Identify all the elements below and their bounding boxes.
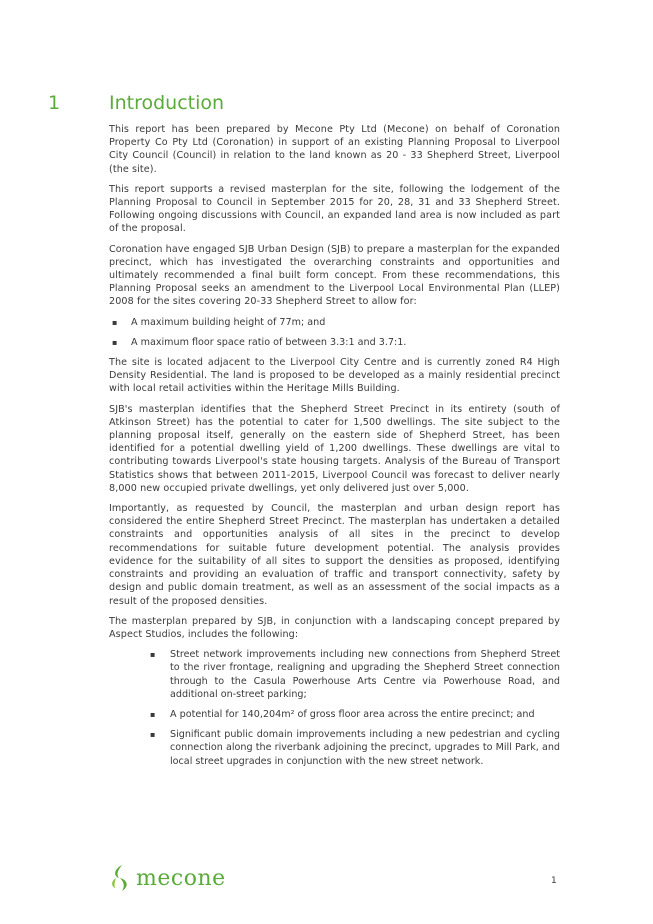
logo-text: mecone bbox=[136, 865, 226, 891]
amendment-list bbox=[109, 316, 560, 349]
list-item: ▪ A maximum floor space ratio of between 3.3:1 and 3.7:1. bbox=[109, 336, 560, 349]
paragraph-site-location: The site is located adjacent to the Liverpool City Centre and is currently zoned R4 High Density Residential. The land is proposed to be developed as a mainly residential precinct with local retail activities within the Heritage Mills Building. bbox=[109, 357, 560, 395]
paragraph-revised-masterplan: This report supports a revised masterplan for the site, following the lodgement of the Planning Proposal to Council in September 2015 for 20, 28, 31 and 33 Shepherd Street. Following ongoing discussions with Council, an expanded land area is now included as part of the proposal. bbox=[109, 183, 560, 235]
paragraph-dwelling-potential: SJB's masterplan identifies that the Shepherd Street Precinct in its entirety (south of Atkinson Street) has the potential to cater for 1,500 dwellings. The site subject to the planning proposal itself, generally on the eastern side of Shepherd Street, has been identified for a potential dwelling yield of 1,200 dwellings. These dwellings are vital to contributing towards Liverpool's state housing targets. Analysis of the Bureau of Transport Statistics shows that between 2011-2015, Liverpool Council was forecast to deliver nearly 8,000 new occupied private dwellings, yet only delivered just over 5,000. bbox=[109, 403, 560, 494]
section-number: 1 bbox=[48, 92, 61, 114]
page-number: 1 bbox=[551, 876, 557, 886]
mecone-logo bbox=[110, 864, 226, 892]
section-title: Introduction bbox=[109, 92, 225, 114]
paragraph-intro: This report has been prepared by Mecone Pty Ltd (Mecone) on behalf of Coronation Property Co Pty Ltd (Coronation) in support of an existing Planning Proposal to Liverpool City Council (Council) in relation to the land known as 20 - 33 Shepherd Street, Liverpool (the site). bbox=[109, 124, 560, 175]
list-item: ▪ Street network improvements including new connections from Shepherd Street to the river frontage, realigning and upgrading the Shepherd Street connection through to the Casula Powerhouse Arts Centre via Powerhouse Road, and additional on-street parking; bbox=[150, 648, 560, 701]
paragraph-sjb-engagement: Coronation have engaged SJB Urban Design (SJB) to prepare a masterplan for the expanded precinct, which has investigated the overarching constraints and opportunities and ultimately recommended a final built form concept. From these recommendations, this Planning Proposal seeks an amendment to the Liverpool Local Environmental Plan (LLEP) 2008 for the sites covering 20-33 Shepherd Street to allow for: bbox=[109, 243, 560, 308]
paragraph-masterplan-includes: The masterplan prepared by SJB, in conjunction with a landscaping concept prepared by Aspect Studios, includes the following: bbox=[109, 615, 560, 640]
list-item: ▪ A potential for 140,204m² of gross floor area across the entire precinct; and bbox=[150, 708, 560, 721]
list-item: ▪ Significant public domain improvements including a new pedestrian and cycling connection along the riverbank adjoining the precinct, upgrades to Mill Park, and local street upgrades in conjunction with the new street network. bbox=[150, 728, 560, 768]
paragraph-precinct-analysis: Importantly, as requested by Council, the masterplan and urban design report has considered the entire Shepherd Street Precinct. The masterplan has undertaken a detailed constraints and opportunities analysis of all sites in the precinct to develop recommendations for suitable future development potential. The analysis provides evidence for the suitability of all sites to support the densities as proposed, identifying constraints and providing an evaluation of traffic and transport connectivity, safety by design and public domain treatment, as well as an assessment of the social impacts as a result of the proposed densities. bbox=[109, 503, 560, 607]
body-content bbox=[109, 123, 560, 775]
leaf-icon bbox=[110, 864, 132, 892]
list-item: ▪ A maximum building height of 77m; and bbox=[109, 316, 560, 329]
masterplan-list bbox=[109, 648, 560, 768]
